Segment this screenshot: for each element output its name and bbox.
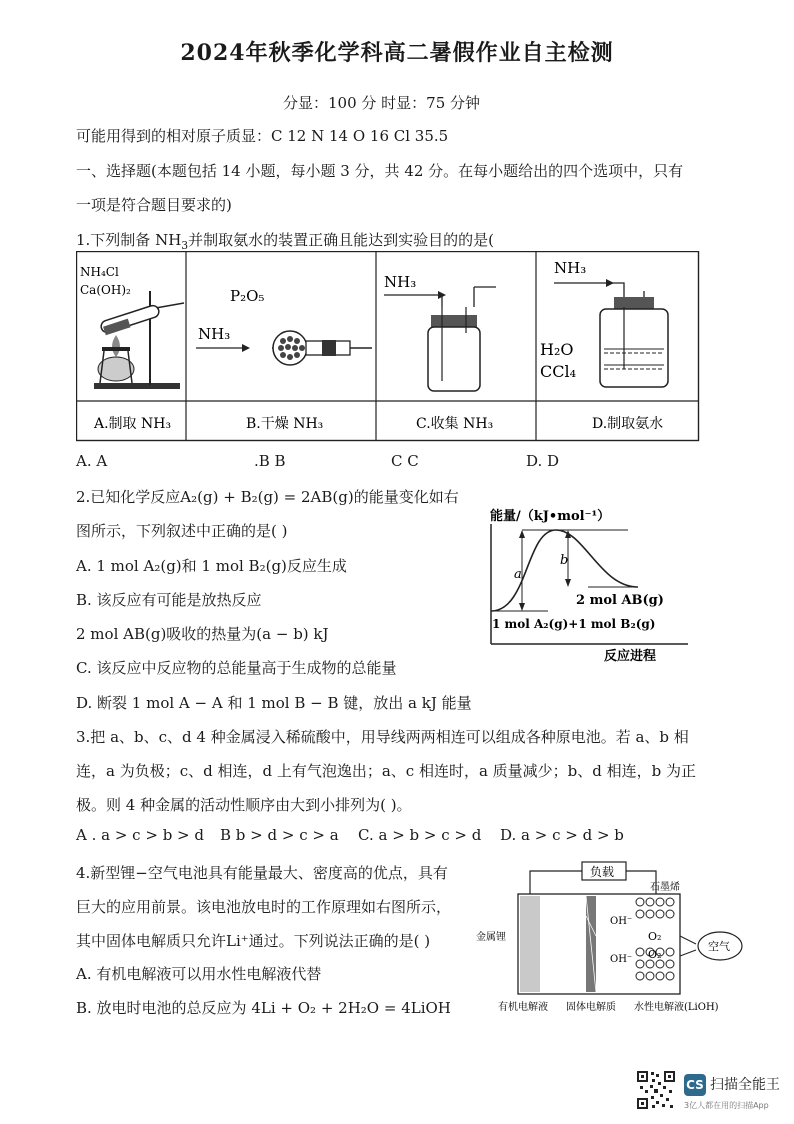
panel-a-heating-apparatus [80,265,184,389]
q3-option-b: B b > d > c > a [220,826,339,844]
page-title: 2024年秋季化学科高二暑假作业自主检测 [180,40,614,66]
q2-energy-diagram [488,504,694,664]
scanner-app-tagline: 3亿人都在用的扫描App [684,1101,769,1110]
q1-option-b: .​B B [254,452,286,470]
energy-label-a: a [514,567,522,582]
scanner-app-name: 扫描全能王 [710,1077,780,1093]
battery-oh2: OH⁻ [610,954,633,965]
battery-solid-label: 固体电解质 [566,1002,616,1013]
battery-o2-1: O₂ [648,930,662,943]
q3-option-c: C. a > b > c > d [358,826,482,844]
battery-oh1: OH⁻ [610,916,633,927]
energy-axis-label: 能量/（kJ•mol⁻¹） [490,509,611,524]
q2-option-c: C. 该反应中反应物的总能量高于生成物的总能量 [76,659,397,677]
battery-lithium-label: 金属锂 [476,932,506,943]
caption-b: B.干燥 NH₃ [246,416,324,432]
score-info: 分显：100 分 时显：75 分钟 [283,94,481,112]
q3-option-a: A . a > c > b > d [76,826,204,844]
q4-battery-diagram [474,858,770,1018]
q4-line3: 其中固体电解质只允许Li⁺通过。下列说法正确的是( ) [76,932,431,950]
scanner-logo-icon: CS [684,1074,706,1096]
q2-stem-line2: 图所示，下列叙述中正确的是( ) [76,522,288,540]
reaction-progress-label: 反应进程 [604,649,657,664]
battery-organic-label: 有机电解液 [498,1002,548,1013]
q2-option-d: D. 断裂 1 mol A − A 和 1 mol B − B 键，放出 a kJ 能量 [76,694,472,712]
q1-stem: 1.下列制备 $NH_3$并制取氨水的装置正确且能达到实验目的的是( [76,231,495,252]
q2-stem-line1: 2.已知化学反应A₂(g) + B₂(g) = 2AB(g)的能量变化如右 [76,488,459,506]
q1-option-c: C C [391,452,419,470]
energy-reactants: 1 mol A₂(g)+1 mol B₂(g) [492,617,656,631]
panel-d-layer2: CCl₄ [540,362,577,381]
q3-line3: 极。则 4 种金属的活动性顺序由大到小排列为( )。 [76,796,412,814]
caption-d: D.制取氨水 [592,416,664,432]
q3-line2: 连，a 为负极；c、d 相连，d 上有气泡逸出；a、c 相连时，a 质量减少；b、d 相连，b 为正 [76,762,697,780]
panel-b-gas: NH₃ [198,325,231,343]
section-heading-line2: 一项是符合题目要求的) [76,196,232,214]
panel-b-drying-tube [196,287,372,365]
q1-option-a: A. A [76,452,108,470]
q1-option-d: D. D [526,452,560,470]
battery-air-label: 空气 [708,940,730,953]
panel-c-gas: NH₃ [384,273,417,291]
section-heading-line1: 一、选择题(本题包括 14 小题，每小题 3 分，共 42 分。在每小题给出的四个选项中，只有 [76,162,684,180]
battery-o2-2: O₂ [648,948,662,961]
panel-d-layer1: H₂O [540,340,574,359]
qr-code-icon [636,1070,676,1110]
battery-aqueous-label: 水性电解液(LiOH) [634,1002,719,1013]
q4-option-a: A. 有机电解液可以用水性电解液代替 [76,965,322,983]
q3-option-d: D. a > c > d > b [500,826,624,844]
q2-option-a-continued: 2 mol AB(g)吸收的热量为(a − b) kJ [76,625,329,643]
caption-c: C.收集 NH₃ [416,416,494,432]
q4-line1: 4.新型锂−空气电池具有能量最大、密度高的优点，具有 [76,864,448,882]
energy-label-b: b [560,553,569,568]
panel-a-reagent2: Ca(OH)₂ [80,283,131,297]
q4-option-b: B. 放电时电池的总反应为 4Li + O₂ + 2H₂O = 4LiOH [76,999,451,1017]
q2-option-a: A. 1 mol A₂(g)和 1 mol B₂(g)反应生成 [76,557,347,575]
panel-d-gas: NH₃ [554,259,587,277]
panel-d-absorption-bottle [540,259,668,387]
atomic-masses: 可能用得到的相对原子质显：C 12 N 14 O 16 Cl 35.5 [76,127,449,145]
battery-load-label: 负载 [590,865,615,879]
caption-a: A.制取 NH₃ [94,416,172,432]
q4-line2: 巨大的应用前景。该电池放电时的工作原理如右图所示， [76,898,452,916]
energy-product: 2 mol AB(g) [576,593,664,608]
panel-c-collection-bottle [384,273,496,391]
panel-b-reagent: P₂O₅ [230,287,265,305]
battery-graphite-label: 石墨烯 [650,882,680,893]
q1-apparatus-figure [76,251,700,443]
q2-option-b: B. 该反应有可能是放热反应 [76,591,262,609]
q3-line1: 3.把 a、b、c、d 4 种金属浸入稀硫酸中，用导线两两相连可以组成各种原电池。若 a、b 相 [76,728,689,746]
panel-a-reagent1: NH₄Cl [80,265,119,279]
